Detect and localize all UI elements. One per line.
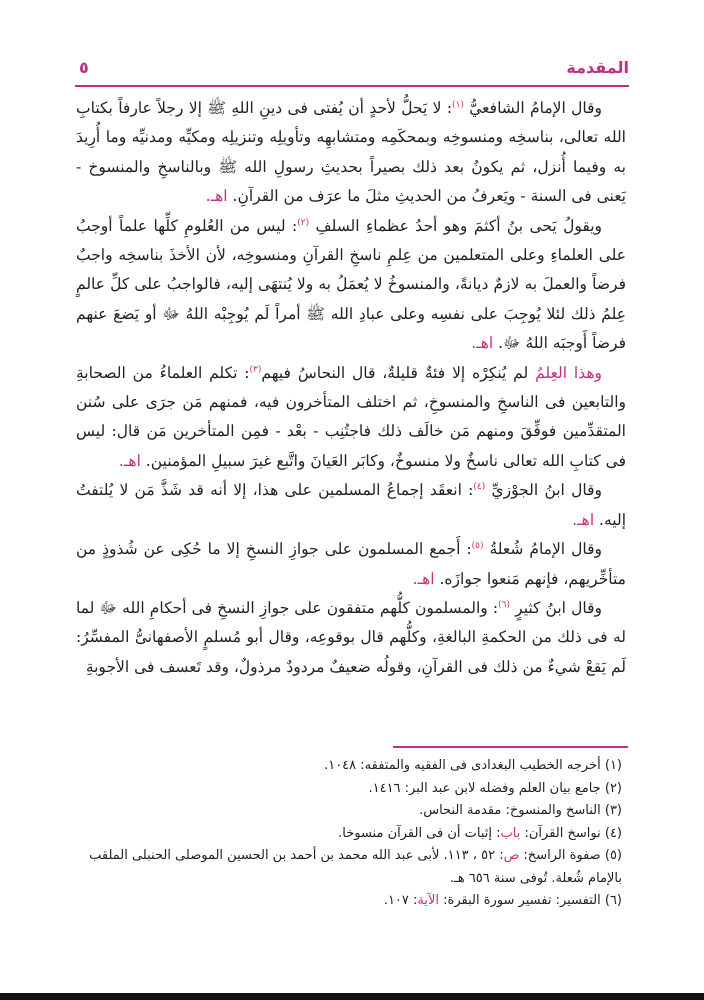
footnote-1 xyxy=(76,755,622,778)
paragraph-text: : تكلم العلماءُ من الصحابةِ والتابعين فى الناسخِ والمنسوخِ، ثم اختلف المتأخرون فيه، فمنهم مَن جرَى على سُنن المتقدِّمين فوفِّقَ ومنهم مَن خالَف ذلك فاجتُنِب - بعْد - فمِن المتأخرين مَن قال: ليس فى كتابِ الله تعالى ناسخٌ ولا منسوخٌ، وكابَر العَيانَ واتَّبع غيرَ سبيلِ المؤمنين. xyxy=(76,363,626,470)
footnote-ref-1[interactable]: (١) xyxy=(452,99,464,110)
paragraph-text: ويقولُ يَحى بنُ أكثمَ وهو أحدُ عظماءِ السلفِ xyxy=(309,216,602,235)
footnote-number: (١) xyxy=(604,758,622,773)
footnote-3 xyxy=(76,800,622,823)
paragraph-text: : لا يَحلُّ لأحدٍ أن يُفتى فى دينِ اللهِ ﷺ إلا رجلاً عارفاً بكتابِ الله تعالى، بناسخِه ومنسوخِه وبمحكَمِه ومتشابهِه وتأويلِه وتنزيلِه ومكيِّه ومدنيِّه وما أُرِيدَ به وفيما أُنزل، ثم يكونُ بعد ذلك بصيراً بحديثِ رسولِ الله ﷺ وبالناسخِ والمنسوخ - يَعنى فى السنة - ويَعرفُ من الحديثِ مثلَ ما عرَف من القرآنِ. xyxy=(76,99,626,206)
footnote-text: أخرجه الخطيب البغدادى فى الفقيه والمتفقه: ١٠٤٨. xyxy=(324,758,605,773)
end-quote-marker: اهـ. xyxy=(118,451,141,470)
paragraph-text: وقال الإمامُ الشافعيُّ xyxy=(463,99,602,117)
paragraph-jawzi xyxy=(76,476,626,535)
footnote-highlight: ص xyxy=(503,848,520,863)
footnote-ref-6[interactable]: (٦) xyxy=(498,599,511,610)
end-quote-marker: اهـ. xyxy=(572,510,595,529)
end-quote-marker: اهـ. xyxy=(205,187,228,206)
footnote-text: : إثبات أن فى القرآن منسوخا. xyxy=(338,825,501,841)
page-header xyxy=(75,58,629,84)
paragraph-text: : أَجمع المسلمون على جوازِ النسخِ إلا ما حُكِى عن شُذوذٍ من متأخِّريهم، فإنهم مَنعوا جوازَه. xyxy=(76,540,626,588)
paragraph-text: لم يُنكِرْه إلا فئةٌ قليلةٌ، قال النحاسُ فيهم xyxy=(261,363,536,382)
footnote-rule xyxy=(393,746,628,748)
footnote-ref-4[interactable]: (٤) xyxy=(473,482,486,493)
footnote-2 xyxy=(76,778,622,801)
footnote-6 xyxy=(76,890,622,913)
footnote-number: (٥) xyxy=(604,848,622,863)
chapter-title: المقدمة xyxy=(566,58,629,77)
footnote-highlight: باب xyxy=(500,825,521,841)
paragraph-lead: وهذا العِلمُ xyxy=(535,363,602,382)
footnote-number: (٤) xyxy=(604,825,622,841)
footnote-text: : ١٠٧. xyxy=(383,893,418,908)
body-text xyxy=(76,94,626,682)
paragraph-text: : انعقَد إجماعُ المسلمين على هذا، إلا أنه قد شَذَّ مَن لا يُلتفتُ إليه. xyxy=(76,481,626,529)
bottom-edge xyxy=(0,993,704,1000)
footnote-text: : ٥٢ ، ١١٣. لأبى عبد الله محمد بن أحمد بن الحسين الموصلى الحنبلى الملقب بالإمام شُعلة. تُوفى سنة ٦٥٦ هـ. xyxy=(89,848,622,886)
footnote-text: صفوة الراسخ: xyxy=(519,848,605,863)
end-quote-marker: اهـ. xyxy=(471,334,494,353)
paragraph-shula xyxy=(76,535,626,594)
footnote-4 xyxy=(76,823,622,846)
paragraph-shafii xyxy=(76,94,626,212)
end-quote-marker: اهـ. xyxy=(412,569,435,588)
page-number: ٥ xyxy=(79,58,89,77)
paragraph-yahya xyxy=(76,212,626,359)
footnotes xyxy=(76,755,622,913)
footnote-5 xyxy=(76,845,622,890)
footnote-text: التفسير: تفسير سورة البقرة: xyxy=(439,893,605,908)
paragraph-text: : ليس من العُلومِ كلِّها علماً أوجبُ على العلماءِ وعلى المتعلمين من عِلمِ ناسخِ القرآنِ ومنسوخِه، لأن الأخذَ بناسخِه واجبٌ فرضاً والعملَ به لازمٌ ديانةً، والمنسوخُ لا يُعمَلُ به ولا يُنتهَى إليه، فالواجبُ على كلِّ عالمٍ عِلمُ ذلك لئلا يُوجِبَ على نفسِه وعلى عبادِ الله ﷺ أمراً لَم يُوجِبْه اللهُ ﷻ أو يَضعَ عنهم فرضاً أَوجبَه اللهُ ﷻ. xyxy=(76,216,626,353)
paragraph-text: وقال ابنُ كثيرٍ xyxy=(510,598,602,617)
footnote-ref-2[interactable]: (٢) xyxy=(297,217,310,228)
header-rule xyxy=(75,85,629,87)
paragraph-text: وقال ابنُ الجوْزيِّ xyxy=(485,481,602,500)
paragraph-text: وقال الإمامُ شُعلةُ xyxy=(483,540,602,559)
paragraph-text: : والمسلمون كلُّهم متفقون على جوازِ النسخِ فى أحكامِ الله ﷻ لما له فى ذلك من الحكمةِ البالغةِ، وكلُّهم قال بوقوعِه، وقال أبو مُسلمٍ الأصفهانىُّ المفسِّرُ: لَم يَقعْ شيءٌ من ذلك فى القرآنِ، وقولُه ضعيفٌ مردودٌ مرذولٌ، وقد تَعسف فى الأجوبةِ xyxy=(76,598,626,676)
footnote-ref-5[interactable]: (٥) xyxy=(471,540,484,551)
footnote-number: (٣) xyxy=(604,803,622,818)
footnote-text: نواسخ القرآن: xyxy=(520,825,605,841)
footnote-text: الناسخ والمنسوخ: مقدمة النحاس. xyxy=(419,803,605,818)
footnote-ref-3[interactable]: (٣) xyxy=(249,364,262,375)
footnote-number: (٦) xyxy=(604,893,622,908)
footnote-text: جامع بيان العلم وفضله لابن عبد البر: ١٤١٦. xyxy=(368,780,605,796)
footnote-highlight: الآية xyxy=(417,893,440,908)
paragraph-ibn-kathir xyxy=(76,594,626,682)
footnote-number: (٢) xyxy=(604,780,622,796)
paragraph-nahhas xyxy=(76,359,626,477)
